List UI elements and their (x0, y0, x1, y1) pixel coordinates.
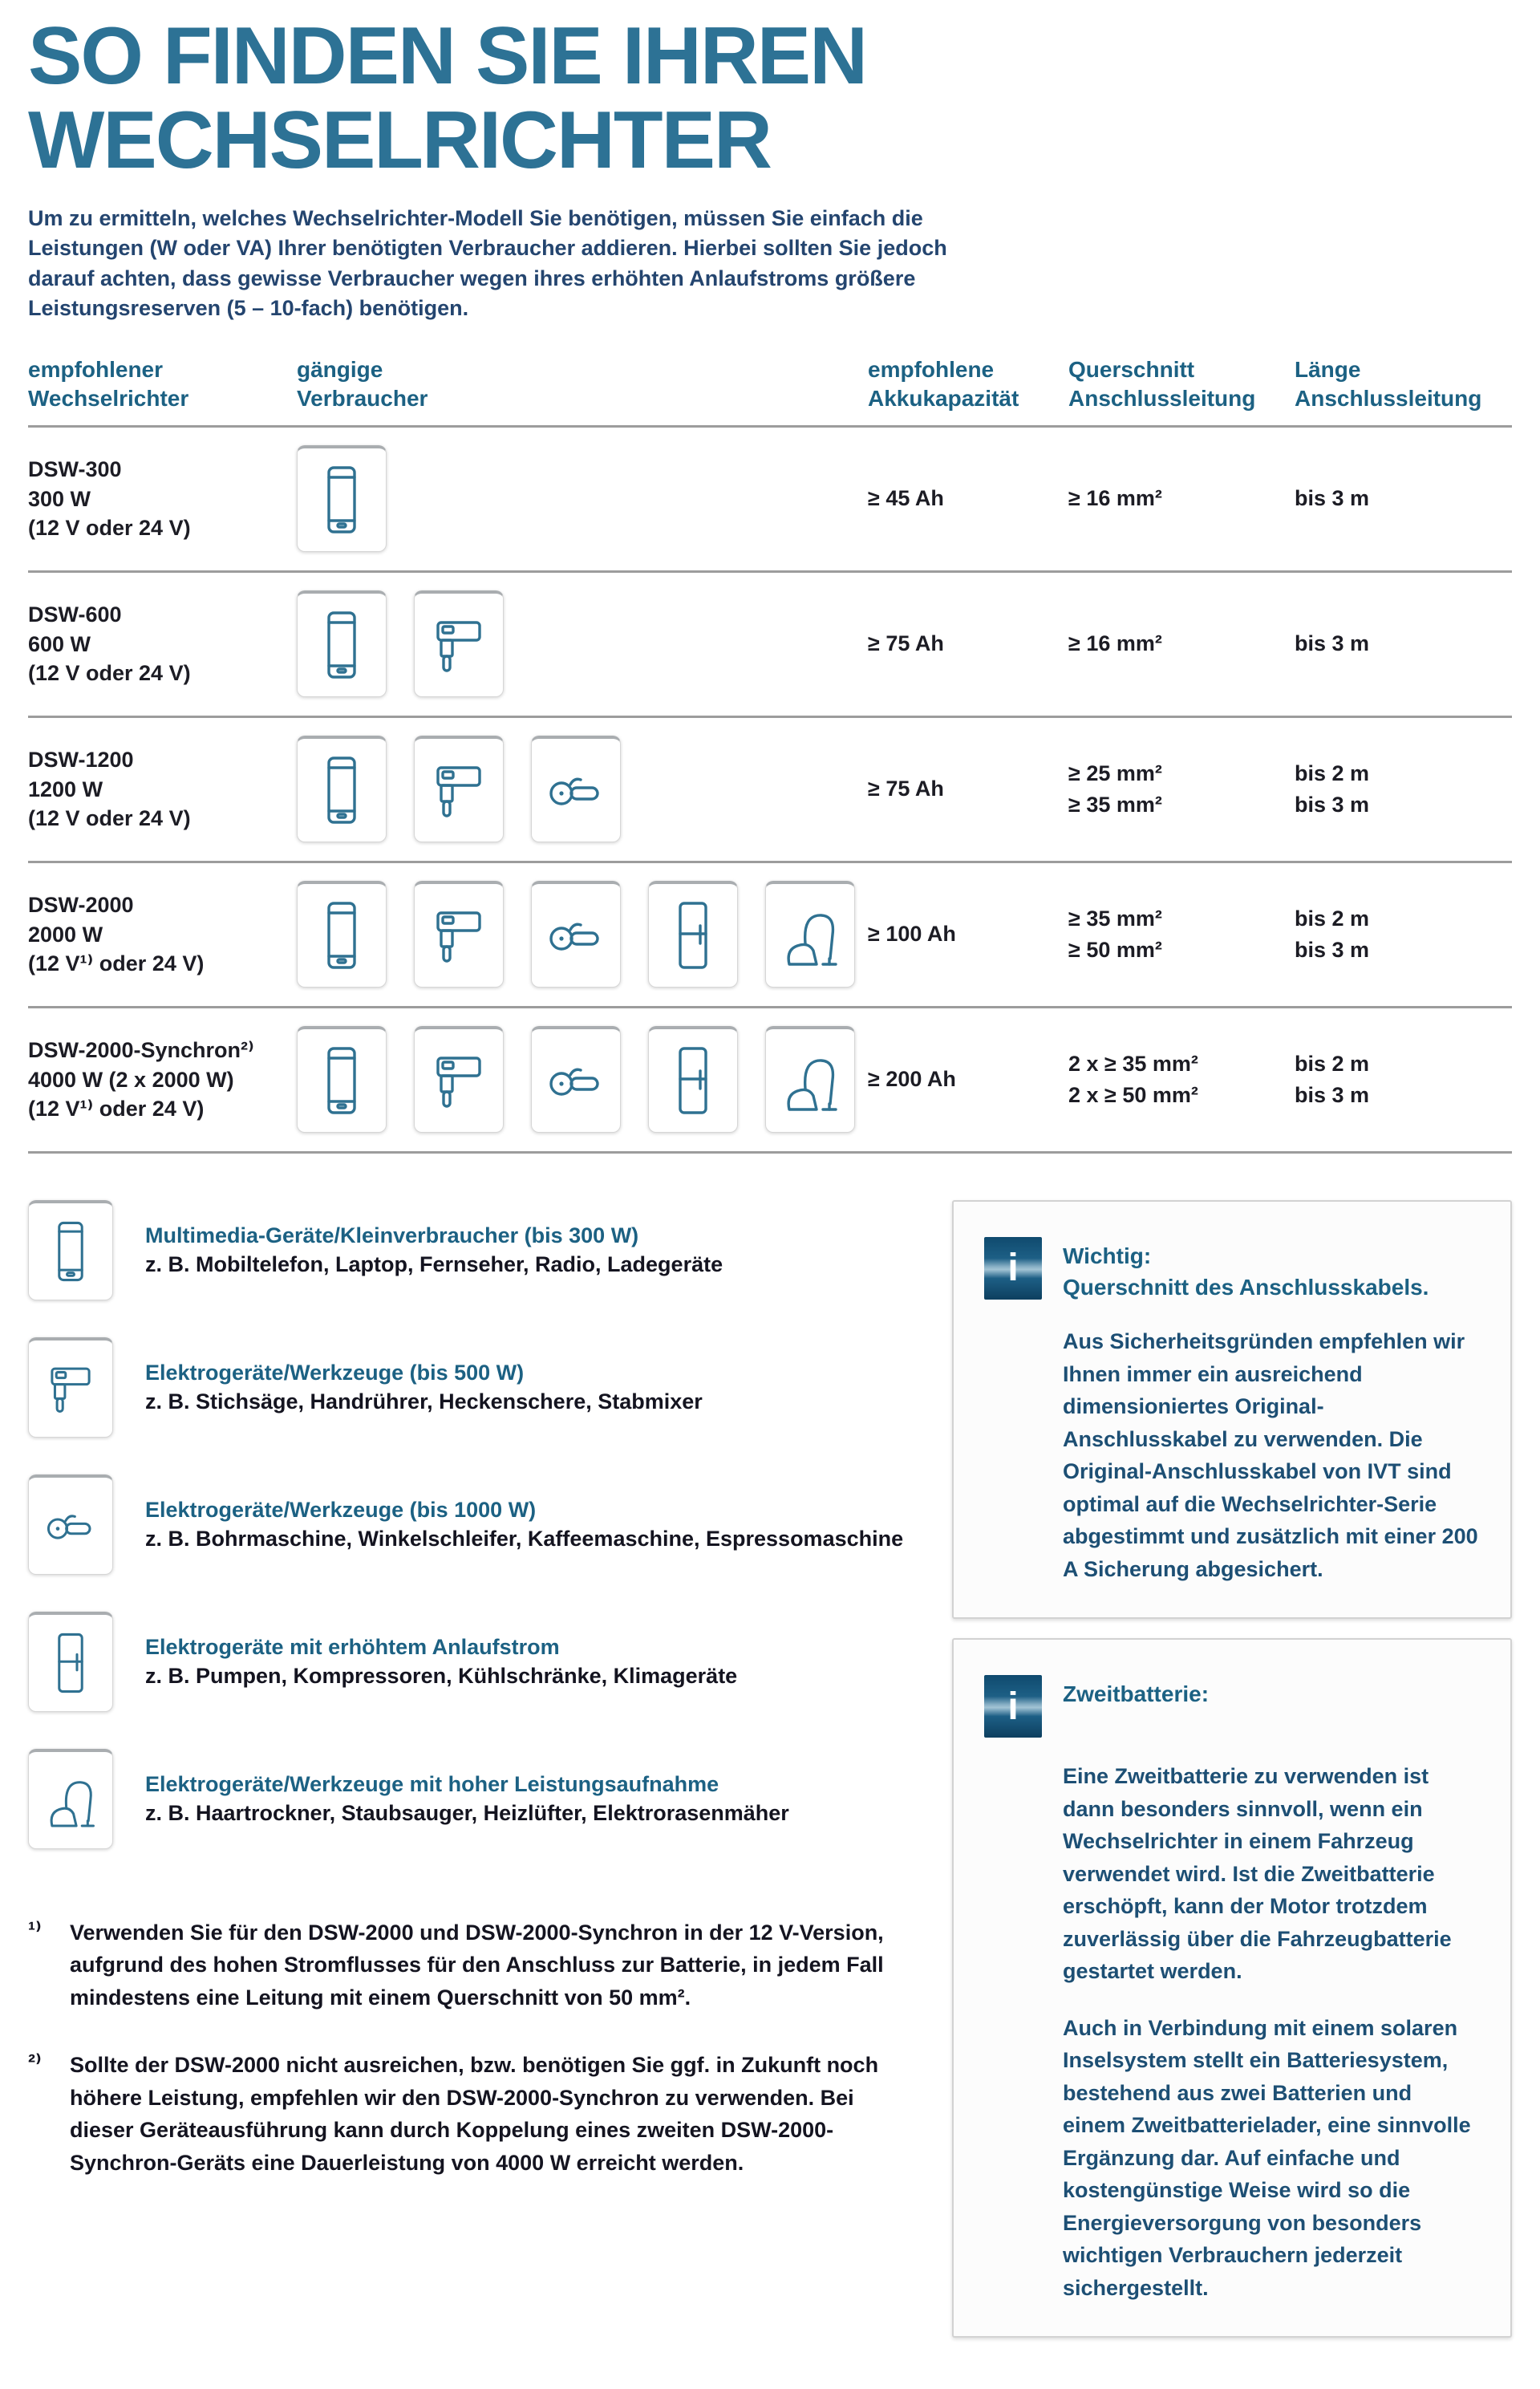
angle-grinder-icon (531, 1026, 621, 1133)
model-cell: DSW-600 600 W (12 V oder 24 V) (28, 602, 191, 686)
vacuum-cleaner-icon (765, 881, 855, 988)
table-row (28, 573, 1512, 718)
refrigerator-icon (648, 1026, 738, 1133)
battery-cell: ≥ 75 Ah (868, 777, 944, 801)
model-cell: DSW-300 300 W (12 V oder 24 V) (28, 457, 191, 541)
inverter-selection-table (28, 355, 1512, 1154)
length-cell: bis 2 m bis 3 m (1295, 906, 1370, 962)
legend-text (145, 1221, 723, 1280)
angle-grinder-icon (531, 736, 621, 842)
vacuum-cleaner-icon (765, 1026, 855, 1133)
legend-text (145, 1633, 737, 1691)
battery-cell: ≥ 100 Ah (868, 922, 956, 947)
column-header-consumers: gängige Verbraucher (297, 357, 428, 412)
model-cell: DSW-2000-Synchron²⁾ 4000 W (2 x 2000 W) (12 V¹⁾ oder 24 V) (28, 1038, 254, 1121)
legend-title: Elektrogeräte/Werkzeuge mit hoher Leistungsaufnahme (145, 1771, 719, 1796)
footnote-marker: ²⁾ (28, 2050, 42, 2075)
intro-paragraph: Um zu ermitteln, welches Wechselrichter-Modell Sie benötigen, müssen Sie einfach die Leistungen (W oder VA) Ihrer benötigten Verbraucher addieren. Hierbei sollten Sie jedoch darauf achten, dass gewisse Verbraucher wegen ihres erhöhten Anlaufstroms größere Leistungsreserven (5 – 10-fach) benötigen. (28, 206, 947, 320)
legend-item (28, 1474, 917, 1575)
consumer-icons-cell (297, 881, 868, 988)
consumer-icons-cell (297, 736, 868, 842)
footnote-1 (28, 1916, 917, 2014)
length-cell: bis 3 m (1295, 631, 1370, 656)
consumer-icons-cell (297, 445, 868, 552)
cross-section-cell: ≥ 25 mm² ≥ 35 mm² (1068, 761, 1162, 817)
info-boxes-column (952, 1200, 1512, 2357)
legend-examples: z. B. Stichsäge, Handrührer, Heckenschere, Stabmixer (145, 1389, 703, 1414)
info-box-paragraph: Aus Sicherheitsgründen empfehlen wir Ihnen immer ein ausreichend dimensioniertes Original-Anschlusskabel zu verwenden. Die Original-Anschlusskabel von IVT sind optimal auf die Wechselrichter-Serie abgestimmt und zusätzlich mit einer 200 A Sicherung abgesichert. (1063, 1329, 1478, 1581)
legend-title: Elektrogeräte mit erhöhtem Anlaufstrom (145, 1634, 560, 1659)
column-header-length: Länge Anschlussleitung (1295, 357, 1482, 412)
length-cell: bis 2 m bis 3 m (1295, 1051, 1370, 1107)
footnote-2 (28, 2049, 917, 2179)
info-box-header (984, 1675, 1480, 1738)
legend-item (28, 1749, 917, 1849)
info-icon: i (984, 1675, 1042, 1738)
page-title-line1: SO FINDEN SIE IHREN (28, 11, 867, 101)
battery-cell: ≥ 200 Ah (868, 1067, 956, 1092)
consumer-icons-cell (297, 1026, 868, 1133)
cross-section-cell: ≥ 16 mm² (1068, 486, 1162, 511)
legend-title: Multimedia-Geräte/Kleinverbraucher (bis 300 W) (145, 1223, 639, 1247)
legend-item (28, 1337, 917, 1438)
info-box-body (1063, 1325, 1480, 1585)
smartphone-icon (297, 1026, 387, 1133)
info-box-cable (952, 1200, 1512, 1619)
legend-examples: z. B. Bohrmaschine, Winkelschleifer, Kaffeemaschine, Espressomaschine (145, 1527, 904, 1551)
hand-mixer-icon (414, 881, 504, 988)
info-box-body (1063, 1760, 1480, 2304)
hand-mixer-icon (414, 1026, 504, 1133)
angle-grinder-icon (28, 1474, 113, 1575)
footnote-text: Sollte der DSW-2000 nicht ausreichen, bzw. benötigen Sie ggf. in Zukunft noch höhere Leistung, empfehlen wir den DSW-2000-Synchron zu verwenden. Bei dieser Geräteausführung kann durch Koppelung eines zweiten DSW-2000-Synchron-Geräts eine Dauerleistung von 4000 W erreicht werden. (70, 2053, 879, 2175)
model-cell: DSW-1200 1200 W (12 V oder 24 V) (28, 748, 191, 831)
legend-title: Elektrogeräte/Werkzeuge (bis 500 W) (145, 1360, 525, 1385)
column-header-cross-section: Querschnitt Anschlussleitung (1068, 357, 1256, 412)
info-box-paragraph: Auch in Verbindung mit einem solaren Inselsystem stellt ein Batteriesystem, bestehend aus zwei Batterien und einem Zweitbatterielader, eine sinnvolle Ergänzung dar. Auf einfache und kostengünstige Weise wird so die Energieversorgung von besonders wichtigen Verbrauchern jederzeit sichergestellt. (1063, 2015, 1471, 2300)
legend-text (145, 1770, 789, 1828)
consumer-icons-cell (297, 590, 868, 697)
smartphone-icon (297, 590, 387, 697)
table-row (28, 863, 1512, 1008)
vacuum-cleaner-icon (28, 1749, 113, 1849)
table-header-row (28, 355, 1512, 428)
length-cell: bis 2 m bis 3 m (1295, 761, 1370, 817)
smartphone-icon (297, 881, 387, 988)
info-box-second-battery (952, 1638, 1512, 2338)
info-box-header (984, 1237, 1480, 1303)
page-title (28, 11, 1512, 186)
column-header-inverter: empfohlener Wechselrichter (28, 357, 189, 412)
table-row (28, 428, 1512, 573)
legend-examples: z. B. Mobiltelefon, Laptop, Fernseher, Radio, Ladegeräte (145, 1252, 723, 1277)
legend-text (145, 1495, 903, 1554)
refrigerator-icon (28, 1612, 113, 1712)
model-cell: DSW-2000 2000 W (12 V¹⁾ oder 24 V) (28, 893, 205, 976)
legend-examples: z. B. Haartrockner, Staubsauger, Heizlüfter, Elektrorasenmäher (145, 1801, 789, 1826)
angle-grinder-icon (531, 881, 621, 988)
table-row (28, 718, 1512, 863)
footnote-text: Verwenden Sie für den DSW-2000 und DSW-2000-Synchron in der 12 V-Version, aufgrund des hohen Stromflusses für den Anschluss zur Batterie, in jedem Fall mindestens eine Leitung mit einem Querschnitt von 50 mm². (70, 1920, 884, 2010)
cross-section-cell: ≥ 35 mm² ≥ 50 mm² (1068, 906, 1162, 962)
hand-mixer-icon (414, 736, 504, 842)
table-row (28, 1008, 1512, 1154)
footnotes (28, 1916, 917, 2180)
cross-section-cell: ≥ 16 mm² (1068, 631, 1162, 656)
cross-section-cell: 2 x ≥ 35 mm² 2 x ≥ 50 mm² (1068, 1051, 1198, 1107)
smartphone-icon (297, 736, 387, 842)
info-box-title: Wichtig: Querschnitt des Anschlusskabels. (1063, 1243, 1429, 1300)
length-cell: bis 3 m (1295, 486, 1370, 511)
info-icon: i (984, 1237, 1042, 1300)
legend-examples: z. B. Pumpen, Kompressoren, Kühlschränke, Klimageräte (145, 1664, 738, 1689)
legend-item (28, 1200, 917, 1300)
legend-text (145, 1358, 703, 1417)
smartphone-icon (297, 445, 387, 552)
hand-mixer-icon (414, 590, 504, 697)
battery-cell: ≥ 75 Ah (868, 631, 944, 656)
info-box-paragraph: Eine Zweitbatterie zu verwenden ist dann besonders sinnvoll, wenn ein Wechselrichter in einem Fahrzeug verwendet wird. Ist die Zweitbatterie erschöpft, kann der Motor trotzdem zuverlässig über die Fahrzeugbatterie gestartet werden. (1063, 1764, 1452, 1984)
info-box-title: Zweitbatterie: (1063, 1681, 1210, 1707)
legend-and-footnotes (28, 1200, 917, 2357)
battery-cell: ≥ 45 Ah (868, 486, 944, 511)
legend-title: Elektrogeräte/Werkzeuge (bis 1000 W) (145, 1497, 537, 1522)
column-header-battery: empfohlene Akkukapazität (868, 357, 1019, 412)
hand-mixer-icon (28, 1337, 113, 1438)
footnote-marker: ¹⁾ (28, 1917, 42, 1942)
refrigerator-icon (648, 881, 738, 988)
legend-item (28, 1612, 917, 1712)
smartphone-icon (28, 1200, 113, 1300)
page-title-line2: WECHSELRICHTER (28, 95, 771, 186)
